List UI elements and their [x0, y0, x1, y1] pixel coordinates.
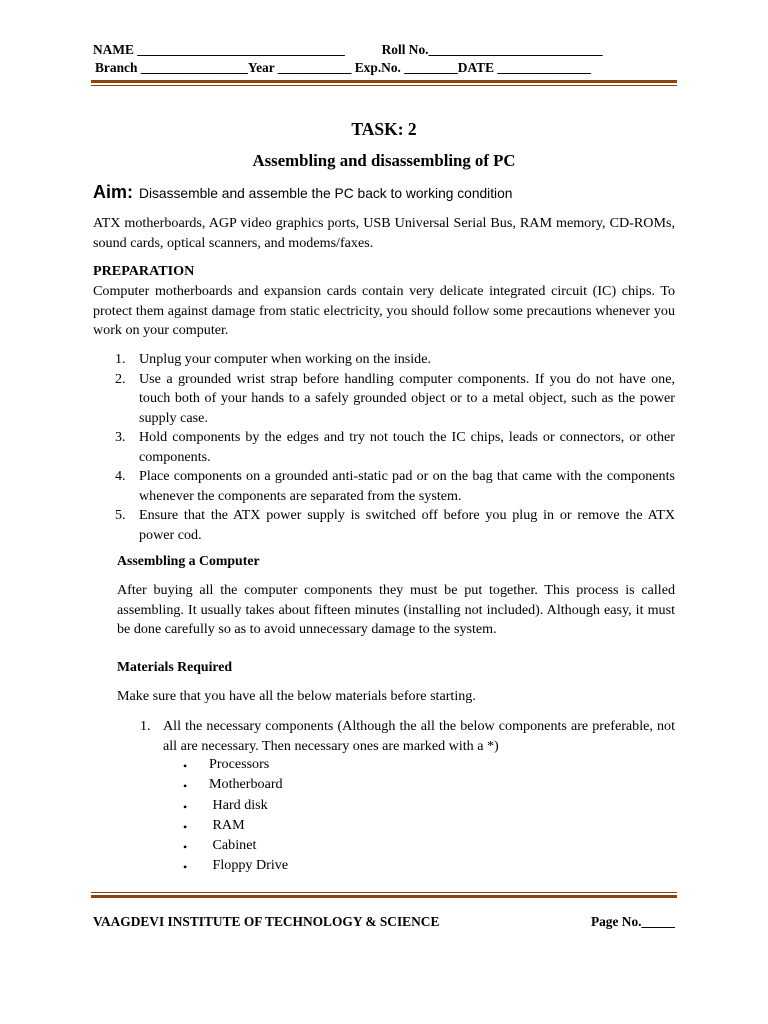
- list-item: [113, 370, 675, 429]
- list-item-text: Place components on a grounded anti-static pad or on the bag that came with the components whenever the components are separated from the system.: [139, 468, 675, 504]
- bullet-item: [183, 776, 288, 796]
- bullet-text: Hard disk: [209, 796, 268, 813]
- assembling-paragraph: After buying all the computer components they must be put together. This process is called assembling. It usually takes about fifteen minutes (installing not included). Although easy, it must be done carefully so as to avoid unnecessary damage to the system.: [117, 582, 675, 637]
- bullet-text: RAM: [209, 816, 245, 833]
- list-item-text: Unplug your computer when working on the inside.: [139, 351, 432, 367]
- assembling-heading: Assembling a Computer: [117, 553, 260, 568]
- materials-list: [140, 717, 675, 756]
- bullet-text: Motherboard: [209, 776, 283, 793]
- task-title: TASK: 2: [351, 119, 417, 139]
- bullet-text: Cabinet: [209, 837, 257, 854]
- list-item: [113, 350, 675, 370]
- bullet-icon: •: [183, 779, 188, 794]
- list-number: 3.: [115, 429, 126, 445]
- bullet-icon: •: [183, 860, 188, 875]
- list-item: [113, 428, 675, 467]
- list-number: 2.: [115, 370, 126, 387]
- list-item-text: All the necessary components (Although the all the below components are preferable, not all are necessary. Then necessary ones are marked with a *): [163, 718, 675, 754]
- aim-label: Aim:: [93, 182, 133, 202]
- precautions-list: [113, 350, 675, 545]
- bullet-icon: •: [183, 759, 188, 773]
- footer-rule-thick: [91, 895, 677, 898]
- materials-heading: Materials Required: [117, 659, 233, 674]
- header-rule-thin: [91, 85, 677, 86]
- intro-paragraph: ATX motherboards, AGP video graphics ports, USB Universal Serial Bus, RAM memory, CD-ROMs, sound cards, optical scanners, and modems/faxes.: [93, 215, 675, 251]
- footer-page-number: Page No._____: [590, 914, 675, 929]
- list-item: [113, 506, 675, 545]
- bullet-icon: •: [183, 840, 188, 855]
- footer-rule-thin: [91, 892, 677, 893]
- components-bullet-list: [183, 756, 288, 878]
- bullet-item: [183, 837, 288, 857]
- aim-line: [93, 182, 512, 203]
- aim-text: Disassemble and assemble the PC back to working condition: [139, 186, 513, 201]
- preparation-heading: PREPARATION: [93, 263, 195, 279]
- bullet-icon: •: [183, 799, 188, 814]
- list-item-text: Hold components by the edges and try not touch the IC chips, leads or connectors, or other components.: [139, 429, 675, 465]
- list-item: [113, 467, 675, 506]
- list-item: [140, 717, 675, 756]
- bullet-text: Floppy Drive: [209, 857, 289, 874]
- list-number: 1.: [140, 718, 151, 734]
- bullet-icon: •: [183, 819, 188, 834]
- footer-institute: VAAGDEVI INSTITUTE OF TECHNOLOGY & SCIENCE: [93, 914, 440, 929]
- list-number: 5.: [115, 507, 126, 523]
- bullet-item: [183, 857, 288, 877]
- bullet-item: [183, 817, 288, 837]
- header-name-roll: NAME _______________________________ Roll No.__________________________: [93, 42, 603, 57]
- task-subtitle: Assembling and disassembling of PC: [252, 151, 516, 170]
- header-branch-date: Branch ________________Year ___________ Exp.No. ________DATE ______________: [95, 60, 592, 75]
- bullet-item: [183, 797, 288, 817]
- preparation-paragraph: Computer motherboards and expansion cards contain very delicate integrated circuit (IC) chips. To protect them against damage from static electricity, you should follow some precautions whenever you work on your computer.: [93, 283, 675, 338]
- list-item-text: Ensure that the ATX power supply is switched off before you plug in or remove the ATX power cod.: [139, 507, 675, 543]
- list-item-text: Use a grounded wrist strap before handling computer components. If you do not have one, touch both of your hands to a safely grounded object or to a metal object, such as the power supply case.: [139, 370, 675, 426]
- list-number: 4.: [115, 468, 126, 484]
- bullet-text: Processors: [209, 756, 270, 772]
- header-rule-thick: [91, 80, 677, 83]
- materials-paragraph: Make sure that you have all the below materials before starting.: [117, 688, 476, 704]
- bullet-item: [183, 756, 288, 776]
- list-number: 1.: [115, 351, 126, 367]
